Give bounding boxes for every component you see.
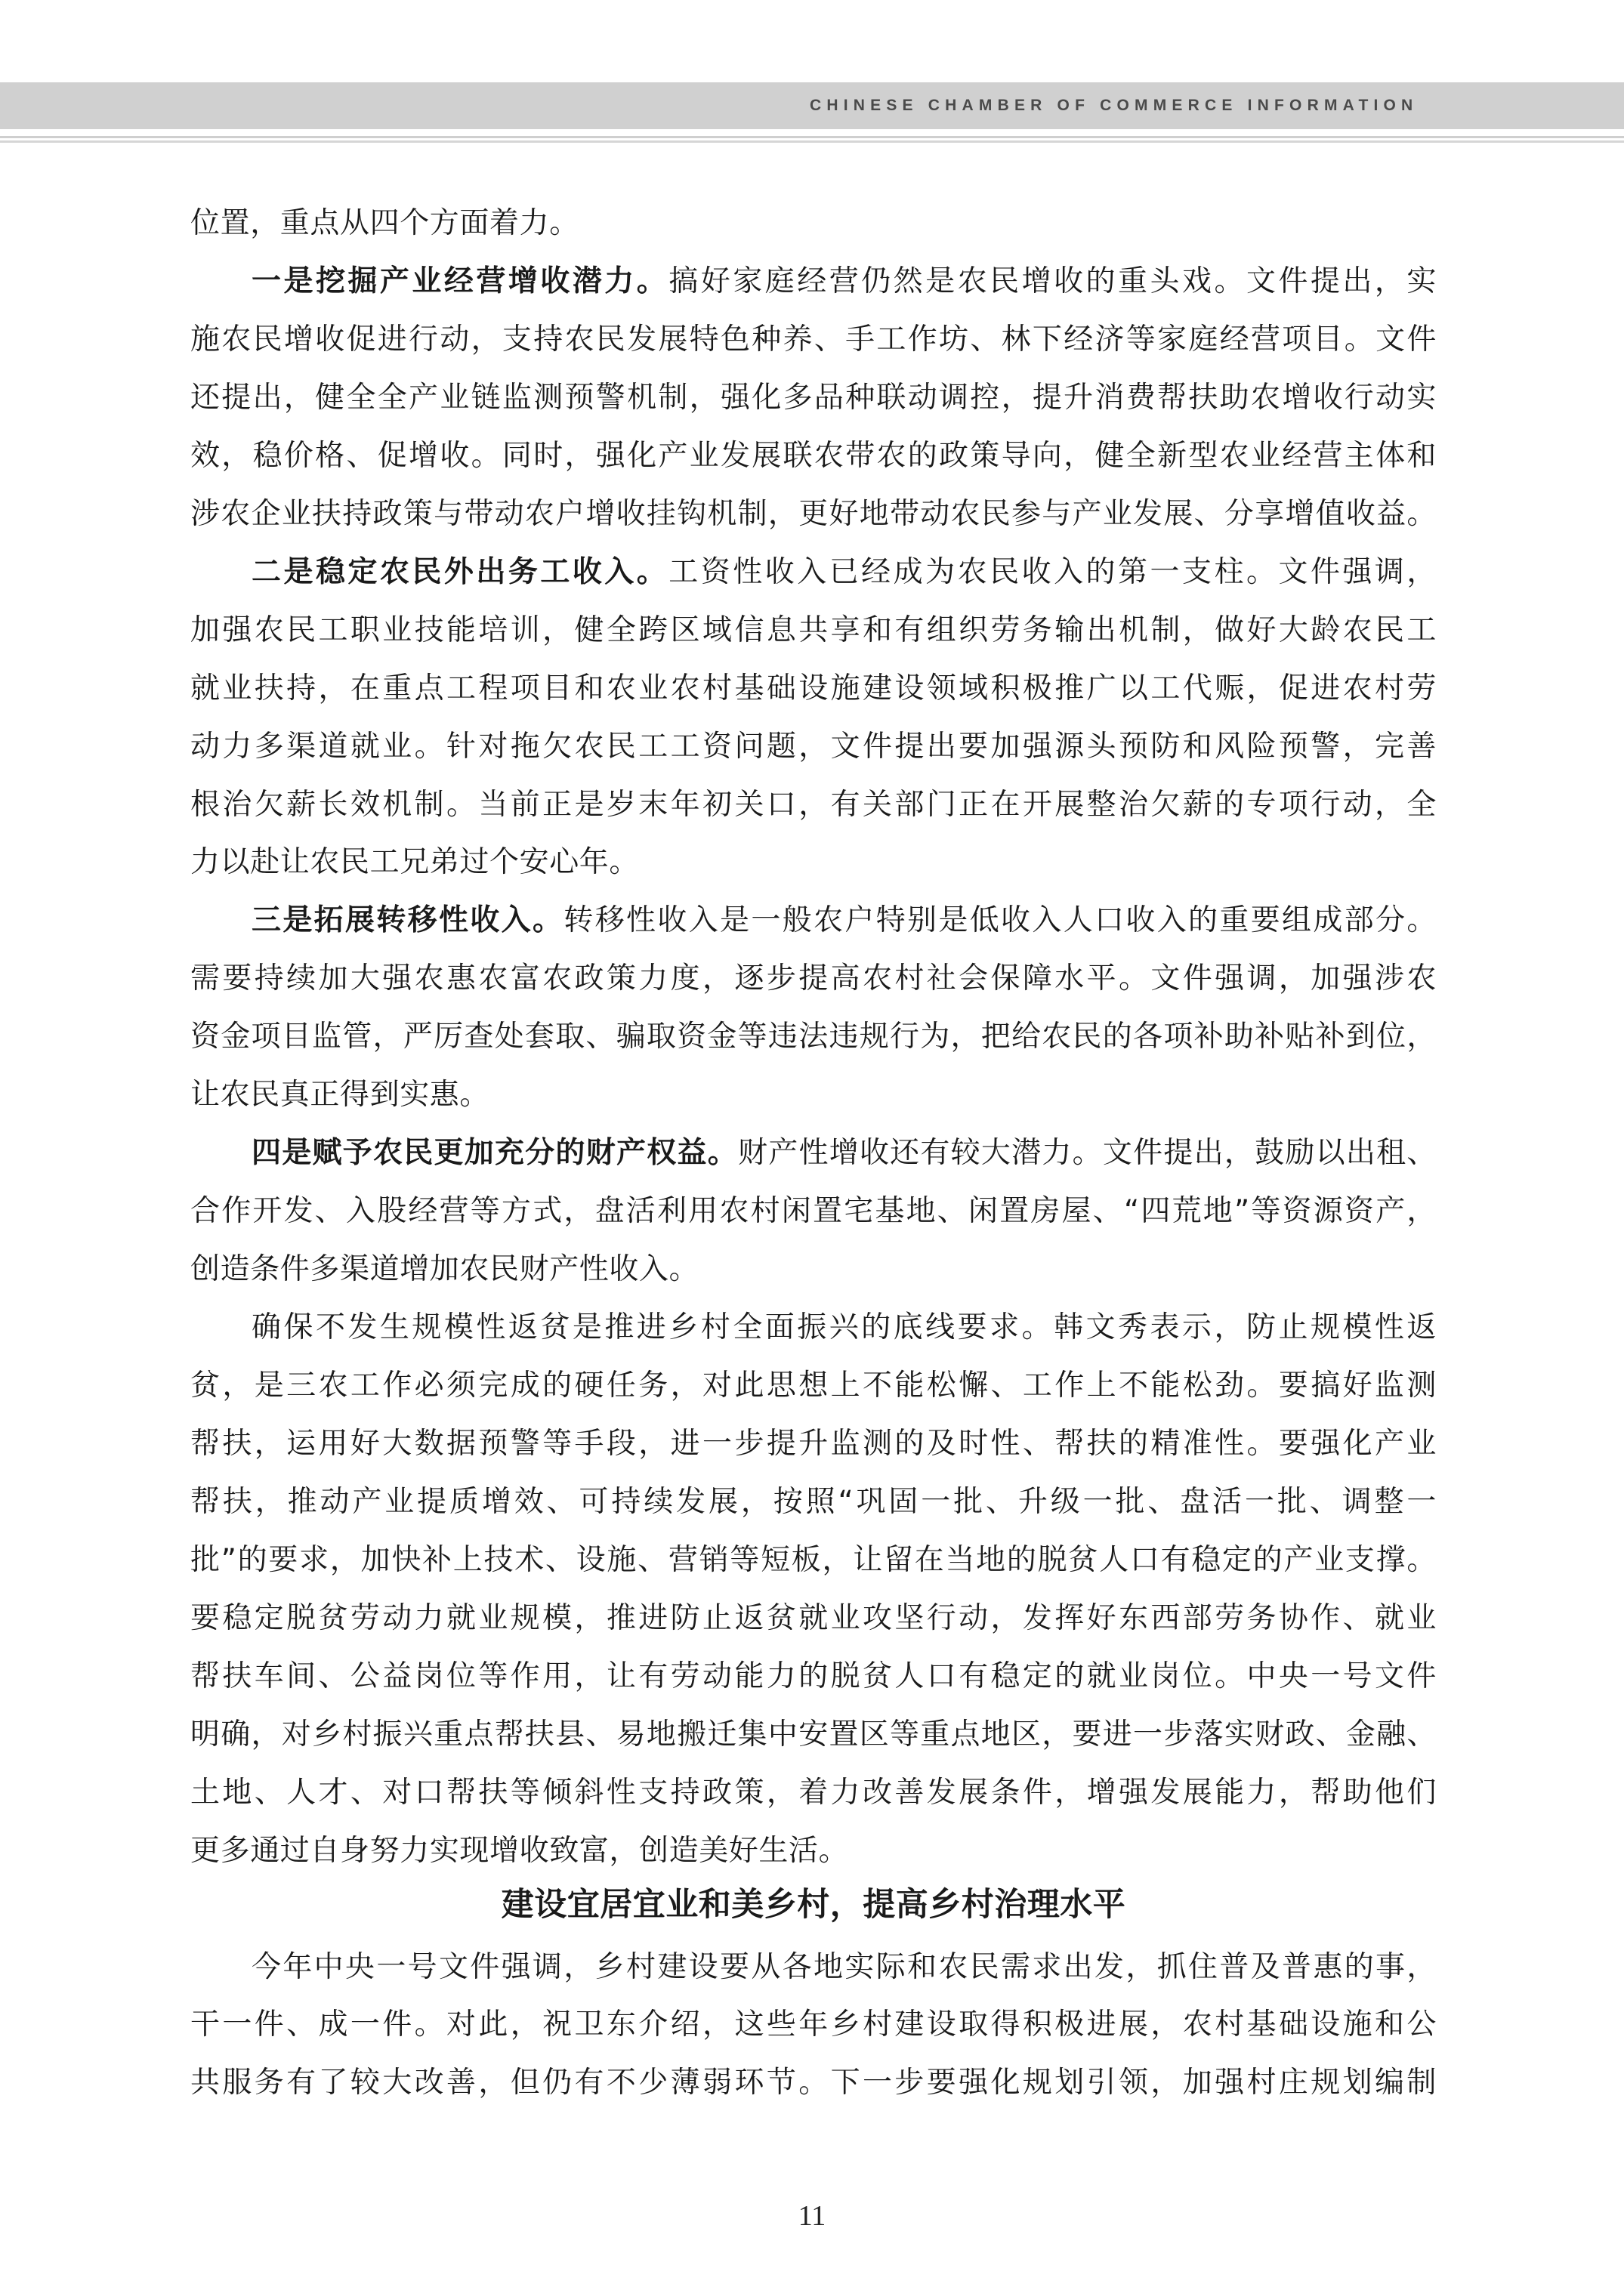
- paragraph-lead-phrase: 四是赋予农民更加充分的财产权益。: [252, 1136, 738, 1171]
- text-line: [190, 1945, 1437, 1990]
- text-line: [190, 1480, 1437, 1525]
- line-text: 帮扶，运用好大数据预警等手段，进一步提升监测的及时性、帮扶的精准性。要强化产业: [190, 1426, 1437, 1461]
- section-heading: 建设宜居宜业和美乡村，提高乡村治理水平: [501, 1885, 1126, 1924]
- line-text: 财产性增收还有较大潜力。文件提出，鼓励以出租、: [737, 1136, 1437, 1171]
- text-line: [190, 1654, 1437, 1699]
- line-text: 转移性收入是一般农户特别是低收入人口收入的重要组成部分。: [563, 903, 1437, 938]
- line-text: 根治欠薪长效机制。当前正是岁末年初关口，有关部门正在开展整治欠薪的专项行动，全: [190, 787, 1437, 822]
- line-text: 搞好家庭经营仍然是农民增收的重头戏。文件提出，实: [668, 264, 1437, 298]
- line-text: 确保不发生规模性返贫是推进乡村全面振兴的底线要求。韩文秀表示，防止规模性返: [252, 1310, 1437, 1345]
- line-text: 让农民真正得到实惠。: [190, 1078, 490, 1113]
- line-text: 贫，是三农工作必须完成的硬任务，对此思想上不能松懈、工作上不能松劲。要搞好监测: [190, 1369, 1437, 1403]
- text-line: [190, 317, 1437, 363]
- text-line: [190, 1305, 1437, 1350]
- text-line: [190, 1189, 1437, 1234]
- text-line: [190, 724, 1437, 770]
- line-text: 就业扶持，在重点工程项目和农业农村基础设施建设领域积极推广以工代赈，促进农村劳: [190, 671, 1437, 705]
- page-number: 11: [798, 2200, 826, 2232]
- line-text: 今年中央一号文件强调，乡村建设要从各地实际和农民需求出发，抓住普及普惠的事，: [252, 1949, 1437, 1984]
- text-line: [190, 492, 1437, 537]
- line-text: 创造条件多渠道增加农民财产性收入。: [190, 1252, 699, 1287]
- line-text: 要稳定脱贫劳动力就业规模，推进防止返贫就业攻坚行动，发挥好东西部劳务协作、就业: [190, 1600, 1437, 1635]
- text-line: [190, 2002, 1437, 2048]
- line-text: 帮扶，推动产业提质增效、可持续发展，按照“巩固一批、升级一批、盘活一批、调整一: [190, 1484, 1437, 1519]
- line-text: 力以赴让农民工兄弟过个安心年。: [190, 845, 640, 880]
- text-line: [190, 375, 1437, 421]
- paragraph-lead-phrase: 三是拓展转移性收入。: [252, 903, 564, 938]
- line-text: 还提出，健全全产业链监测预警机制，强化多品种联动调控，提升消费帮扶助农增收行动实: [190, 380, 1437, 415]
- line-text: 效，稳价格、促增收。同时，强化产业发展联农带农的政策导向，健全新型农业经营主体和: [190, 438, 1437, 473]
- text-line: [190, 840, 639, 885]
- text-line: [190, 1072, 489, 1118]
- line-text: 加强农民工职业技能培训，健全跨区域信息共享和有组织劳务输出机制，做好大龄农民工: [190, 613, 1437, 647]
- text-line: [190, 1829, 848, 1874]
- text-line: [190, 201, 579, 246]
- text-line: [190, 1421, 1437, 1467]
- text-line: [190, 1770, 1437, 1816]
- text-line: [190, 2060, 1437, 2106]
- text-line: [190, 1712, 1437, 1758]
- text-line: [190, 434, 1437, 479]
- paragraph-first-line: [190, 1131, 1437, 1176]
- line-text: 合作开发、入股经营等方式，盘活利用农村闲置宅基地、闲置房屋、“四荒地”等资源资产，: [190, 1194, 1437, 1229]
- line-text: 需要持续加大强农惠农富农政策力度，逐步提高农村社会保障水平。文件强调，加强涉农: [190, 961, 1437, 996]
- paragraph-lead-phrase: 二是稳定农民外出务工收入。: [252, 554, 669, 589]
- text-line: [190, 666, 1437, 711]
- line-text: 土地、人才、对口帮扶等倾斜性支持政策，着力改善发展条件，增强发展能力，帮助他们: [190, 1775, 1437, 1810]
- paragraph-lead-phrase: 一是挖掘产业经营增收潜力。: [252, 264, 669, 298]
- line-text: 帮扶车间、公益岗位等作用，让有劳动能力的脱贫人口有稳定的就业岗位。中央一号文件: [190, 1659, 1437, 1693]
- line-text: 批”的要求，加快补上技术、设施、营销等短板，让留在当地的脱贫人口有稳定的产业支撑。: [190, 1542, 1437, 1577]
- header-rule: [0, 140, 1624, 143]
- text-line: [190, 1014, 1437, 1060]
- line-text: 涉农企业扶持政策与带动农户增收挂钩机制，更好地带动农民参与产业发展、分享增值收益。: [190, 496, 1437, 531]
- paragraph-first-line: [190, 259, 1437, 304]
- paragraph-first-line: [190, 898, 1437, 943]
- line-text: 共服务有了较大改善，但仍有不少薄弱环节。下一步要强化规划引领，加强村庄规划编制: [190, 2066, 1437, 2100]
- line-text: 资金项目监管，严厉查处套取、骗取资金等违法违规行为，把给农民的各项补助补贴补到位，: [190, 1020, 1437, 1054]
- text-line: [190, 608, 1437, 653]
- text-line: [190, 782, 1437, 828]
- text-line: [190, 1247, 699, 1292]
- text-line: [190, 1596, 1437, 1641]
- line-text: 位置，重点从四个方面着力。: [190, 206, 579, 240]
- line-text: 更多通过自身努力实现增收致富，创造美好生活。: [190, 1833, 849, 1868]
- line-text: 干一件、成一件。对此，祝卫东介绍，这些年乡村建设取得积极进展，农村基础设施和公: [190, 2008, 1437, 2042]
- text-line: [190, 1363, 1437, 1409]
- line-text: 动力多渠道就业。针对拖欠农民工工资问题，文件提出要加强源头预防和风险预警，完善: [190, 729, 1437, 764]
- line-text: 工资性收入已经成为农民收入的第一支柱。文件强调，: [668, 554, 1437, 589]
- line-text: 施农民增收促进行动，支持农民发展特色种养、手工作坊、林下经济等家庭经营项目。文件: [190, 322, 1437, 356]
- text-line: [190, 1538, 1437, 1583]
- text-line: [190, 956, 1437, 1001]
- header-rule: [0, 136, 1624, 138]
- paragraph-first-line: [190, 550, 1437, 595]
- running-header-title: CHINESE CHAMBER OF COMMERCE INFORMATION: [810, 97, 1419, 114]
- line-text: 明确，对乡村振兴重点帮扶县、易地搬迁集中安置区等重点地区，要进一步落实财政、金融、: [190, 1717, 1437, 1751]
